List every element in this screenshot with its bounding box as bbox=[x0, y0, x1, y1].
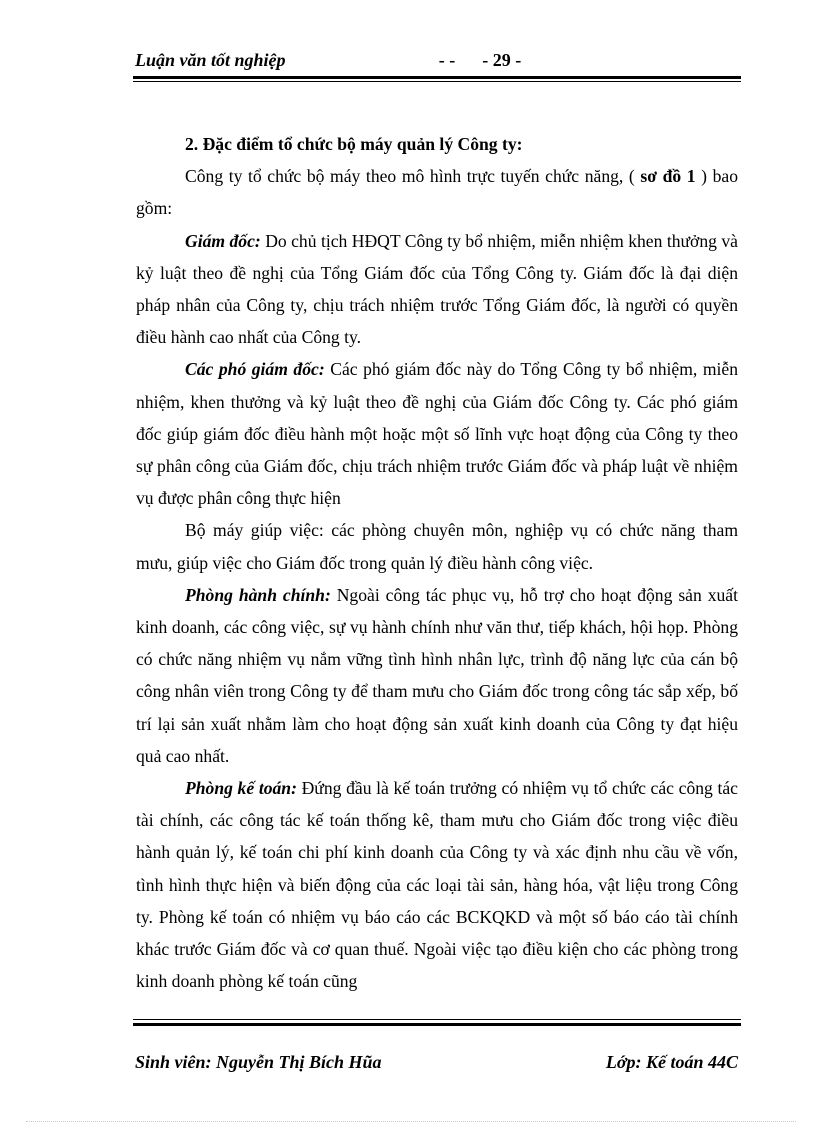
intro-text-before: Công ty tổ chức bộ máy theo mô hình trực tuyến chức năng, ( bbox=[185, 166, 641, 187]
term-admin-office: Phòng hành chính: bbox=[185, 584, 331, 605]
page-header bbox=[135, 48, 740, 72]
text-support-apparatus: Bộ máy giúp việc: các phòng chuyên môn, nghiệp vụ có chức năng tham mưu, giúp việc cho Giám đốc trong quản lý điều hành công việc. bbox=[136, 520, 738, 573]
page-footer bbox=[135, 1052, 738, 1076]
term-accounting-office: Phòng kế toán: bbox=[185, 778, 297, 799]
text-accounting-office: Đứng đầu là kế toán trưởng có nhiệm vụ tổ chức các công tác tài chính, các công tác kế toán thống kê, tham mưu cho Giám đốc trong việc điều hành quản lý, kế toán chi phí kinh doanh của Công ty và xác định nhu cầu về vốn, tình hình thực hiện và biến động của các loại tài sản, hàng hóa, vật liệu trong Công ty. Phòng kế toán có nhiệm vụ báo cáo các BCKQKD và một số báo cáo tài chính khác trước Giám đốc và cơ quan thuế. Ngoài việc tạo điều kiện cho các phòng trong kinh doanh phòng kế toán cũng bbox=[136, 778, 738, 992]
footer-rule-thin bbox=[133, 1019, 741, 1020]
text-deputy-directors: Các phó giám đốc này do Tổng Công ty bổ nhiệm, miễn nhiệm, khen thưởng và kỷ luật theo đề nghị của Giám đốc Công ty. Các phó giám đốc giúp giám đốc điều hành một hoặc một số lĩnh vực hoạt động của Công ty theo sự phân công của Giám đốc, chịu trách nhiệm trước Giám đốc và pháp luật về nhiệm vụ được phân công thực hiện bbox=[136, 359, 738, 509]
intro-paragraph bbox=[136, 160, 738, 224]
footer-class: Lớp: Kế toán 44C bbox=[605, 1052, 738, 1072]
footer-student: Sinh viên: Nguyễn Thị Bích Hũa bbox=[135, 1052, 382, 1072]
section-heading: 2. Đặc điểm tổ chức bộ máy quản lý Công ty: bbox=[185, 134, 523, 154]
diagram-reference: sơ đồ 1 bbox=[640, 166, 696, 187]
text-director: Do chủ tịch HĐQT Công ty bổ nhiệm, miễn nhiệm khen thưởng và kỷ luật theo đề nghị của Tổng Giám đốc của Tổng Công ty. Giám đốc là đại diện pháp nhân của Công ty, chịu trách nhiệm trước Tổng Giám đốc, là người có quyền điều hành cao nhất của Công ty. bbox=[136, 230, 738, 348]
term-deputy-directors: Các phó giám đốc: bbox=[185, 359, 325, 380]
page-number: - - - 29 - bbox=[438, 50, 522, 70]
intro-text-after: ) bao gồm: bbox=[136, 166, 739, 219]
page-edge-divider bbox=[26, 1121, 796, 1122]
paragraph-accounting-office bbox=[136, 772, 738, 997]
paragraph-admin-office bbox=[136, 579, 738, 772]
paragraph-director bbox=[136, 225, 738, 354]
term-director: Giám đốc: bbox=[185, 230, 261, 251]
header-rule-thin bbox=[133, 81, 741, 82]
header-rule-thick bbox=[133, 76, 741, 79]
paragraph-support-apparatus bbox=[136, 514, 738, 578]
header-title: Luận văn tốt nghiệp bbox=[135, 50, 286, 70]
paragraph-deputy-directors bbox=[136, 353, 738, 514]
footer-rule-thick bbox=[133, 1023, 741, 1026]
text-admin-office: Ngoài công tác phục vụ, hỗ trợ cho hoạt động sản xuất kinh doanh, các công việc, sự vụ hành chính như văn thư, tiếp khách, hội họp. Phòng có chức năng nhiệm vụ nắm vững tình hình nhân lực, trình độ năng lực của cán bộ công nhân viên trong Công ty để tham mưu cho Giám đốc trong công tác sắp xếp, bố trí lại sản xuất nhằm làm cho hoạt động sản xuất kinh doanh của Công ty đạt hiệu quả cao nhất. bbox=[136, 584, 738, 766]
page-body bbox=[136, 128, 738, 997]
